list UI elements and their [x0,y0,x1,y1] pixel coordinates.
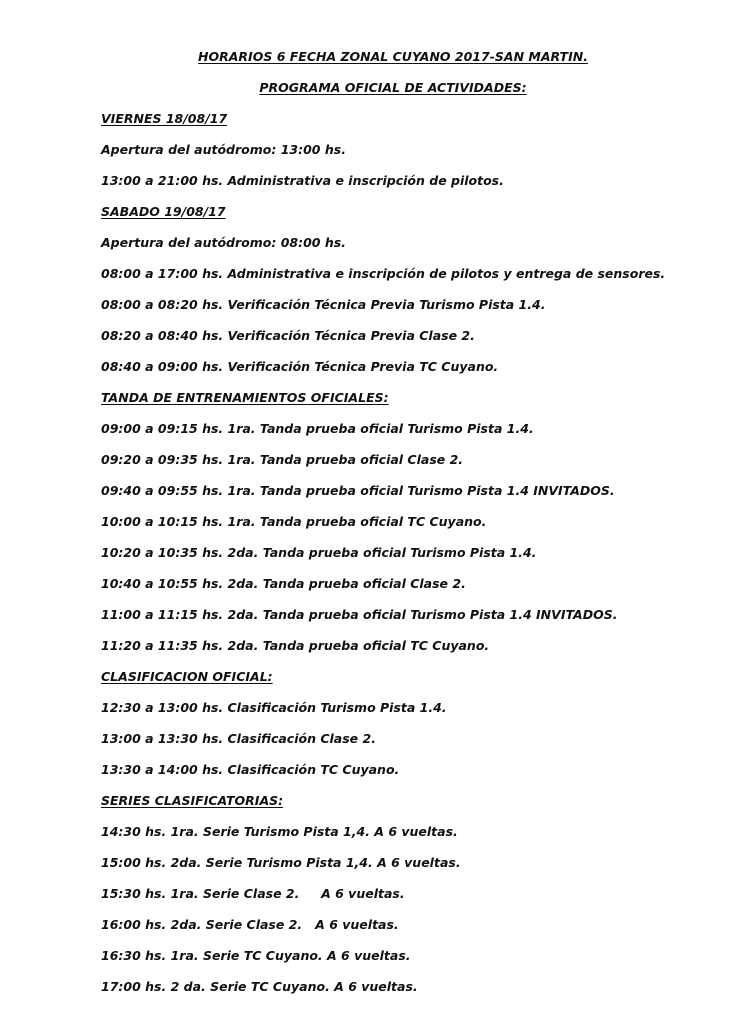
schedule-line: 12:30 a 13:00 hs. Clasificación Turismo Pista 1.4. [101,700,447,715]
schedule-line: 09:00 a 09:15 hs. 1ra. Tanda prueba oficial Turismo Pista 1.4. [101,421,534,436]
section-heading-training: TANDA DE ENTRENAMIENTOS OFICIALES: [101,390,389,405]
document-subtitle: PROGRAMA OFICIAL DE ACTIVIDADES: [259,80,527,95]
schedule-line: 08:00 a 08:20 hs. Verificación Técnica Previa Turismo Pista 1.4. [101,297,546,312]
schedule-line: Apertura del autódromo: 08:00 hs. [101,235,346,250]
schedule-line: 13:00 a 13:30 hs. Clasificación Clase 2. [101,731,376,746]
schedule-line: 08:20 a 08:40 hs. Verificación Técnica Previa Clase 2. [101,328,475,343]
schedule-line: Apertura del autódromo: 13:00 hs. [101,142,346,157]
schedule-line: 10:40 a 10:55 hs. 2da. Tanda prueba oficial Clase 2. [101,576,466,591]
schedule-line: 10:20 a 10:35 hs. 2da. Tanda prueba oficial Turismo Pista 1.4. [101,545,537,560]
schedule-line: 11:00 a 11:15 hs. 2da. Tanda prueba oficial Turismo Pista 1.4 INVITADOS. [101,607,618,622]
schedule-line: 08:40 a 09:00 hs. Verificación Técnica Previa TC Cuyano. [101,359,499,374]
schedule-line: 14:30 hs. 1ra. Serie Turismo Pista 1,4. A 6 vueltas. [101,824,458,839]
schedule-line: 13:30 a 14:00 hs. Clasificación TC Cuyano. [101,762,400,777]
section-heading-series: SERIES CLASIFICATORIAS: [101,793,284,808]
schedule-line: 09:20 a 09:35 hs. 1ra. Tanda prueba oficial Clase 2. [101,452,464,467]
schedule-line: 10:00 a 10:15 hs. 1ra. Tanda prueba oficial TC Cuyano. [101,514,487,529]
section-heading-qualifying: CLASIFICACION OFICIAL: [101,669,273,684]
schedule-line: 11:20 a 11:35 hs. 2da. Tanda prueba oficial TC Cuyano. [101,638,490,653]
schedule-line: 15:00 hs. 2da. Serie Turismo Pista 1,4. A 6 vueltas. [101,855,461,870]
section-heading-friday: VIERNES 18/08/17 [101,111,228,126]
schedule-line: 15:30 hs. 1ra. Serie Clase 2. A 6 vueltas. [101,886,405,901]
section-heading-saturday: SABADO 19/08/17 [101,204,226,219]
schedule-line: 09:40 a 09:55 hs. 1ra. Tanda prueba oficial Turismo Pista 1.4 INVITADOS. [101,483,615,498]
document-title: HORARIOS 6 FECHA ZONAL CUYANO 2017-SAN MARTIN. [198,49,588,64]
schedule-line: 17:00 hs. 2 da. Serie TC Cuyano. A 6 vueltas. [101,979,418,994]
schedule-line: 13:00 a 21:00 hs. Administrativa e inscripción de pilotos. [101,173,504,188]
schedule-line: 16:00 hs. 2da. Serie Clase 2. A 6 vueltas. [101,917,399,932]
schedule-line: 08:00 a 17:00 hs. Administrativa e inscripción de pilotos y entrega de sensores. [101,266,666,281]
schedule-line: 16:30 hs. 1ra. Serie TC Cuyano. A 6 vueltas. [101,948,411,963]
